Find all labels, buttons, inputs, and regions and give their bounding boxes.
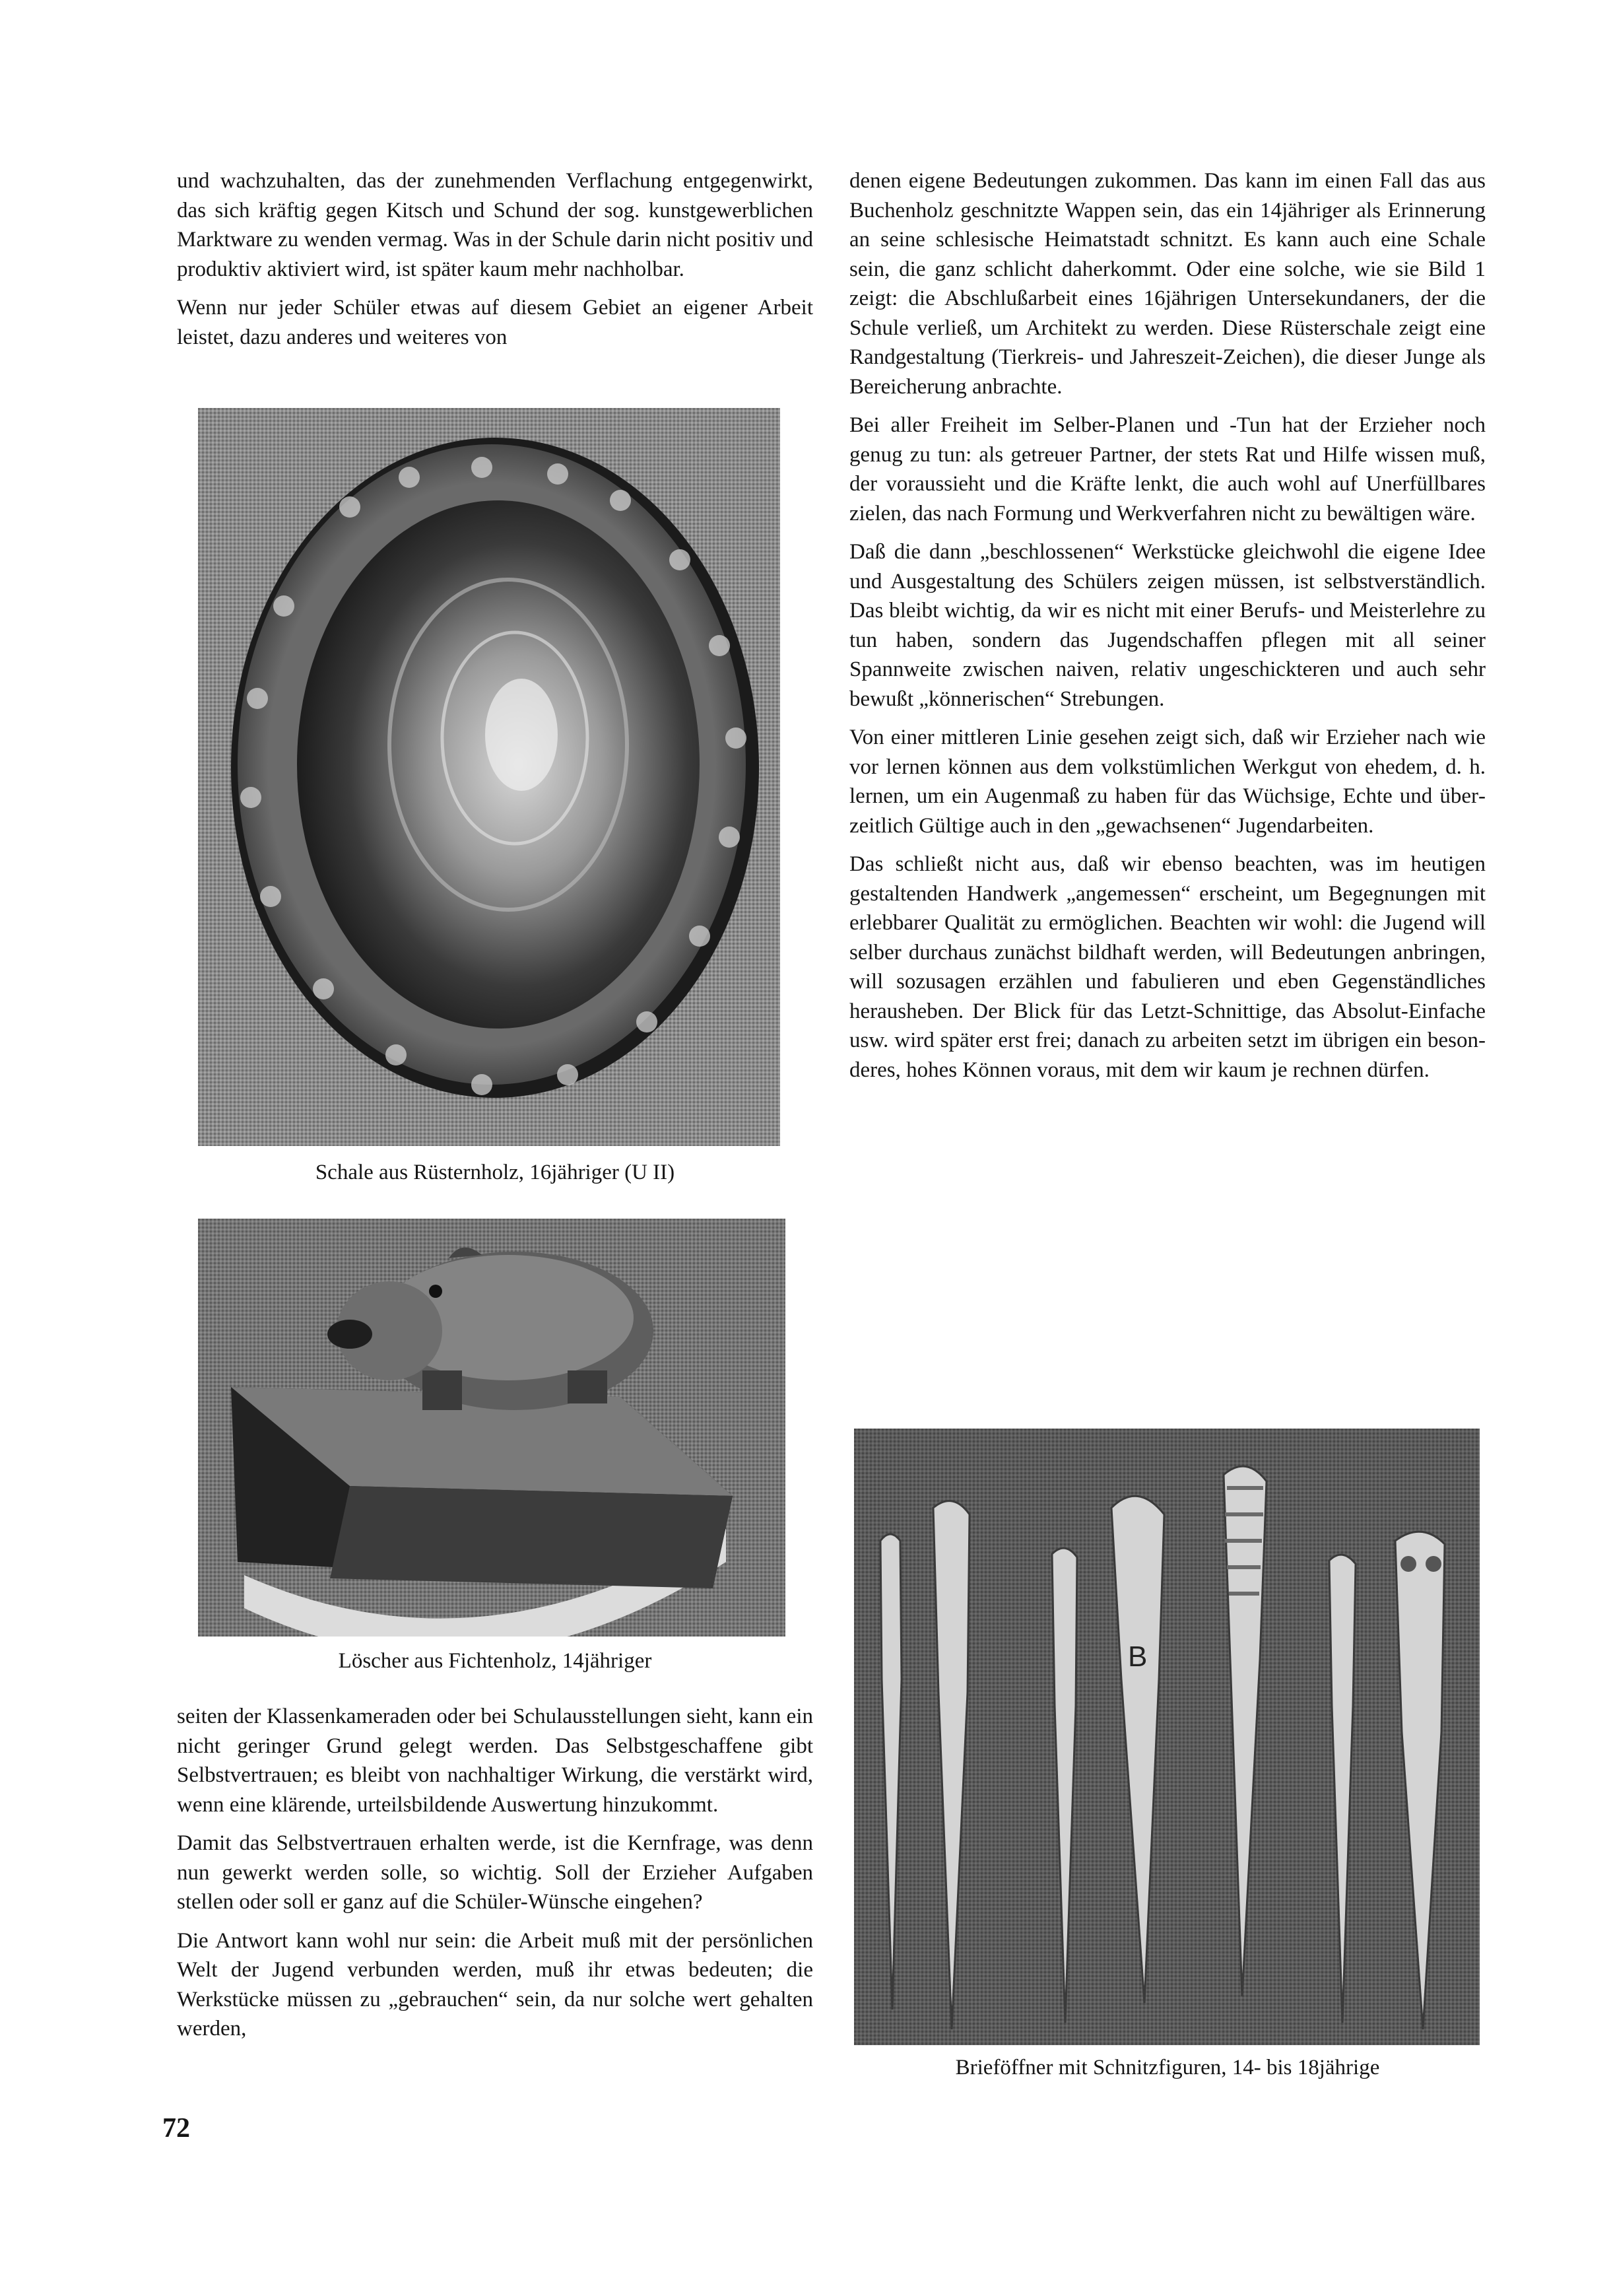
paragraph: Daß die dann „beschlossenen“ Werkstücke gleichwohl die eigene Idee und Ausgestaltung des Schülers zeigen müssen, ist selbstverständlich. Das bleibt wichtig, da wir es nicht mit einer Berufs- und Meisterlehre zu tun haben, sondern das Jugendschaffen pflegen mit all seiner Spannweite zwischen naiven, relativ ungeschickteren und auch sehr bewußt „könnerischen“ Strebungen. bbox=[849, 540, 1486, 711]
paragraph: Wenn nur jeder Schüler etwas auf diesem Gebiet an eigener Arbeit leistet, dazu anderes und weiteres von bbox=[177, 296, 813, 349]
blotter-photo bbox=[198, 1219, 785, 1637]
right-column bbox=[849, 166, 1486, 1094]
paragraph: Von einer mittleren Linie gesehen zeigt sich, daß wir Erzieher nach wie vor lernen können aus dem volkstümlichen Werkgut von ehedem, d. h. lernen, um ein Augenmaß zu haben für das Wüchsige, Echte und überzeitlich Gültige auch in den „gewachsenen“ Jugendarbeiten. bbox=[849, 726, 1486, 838]
letter-openers-photo bbox=[854, 1429, 1480, 2045]
paragraph: Bei aller Freiheit im Selber-Planen und -Tun hat der Erzieher noch genug zu tun: als getreuer Partner, der stets Rat und Hilfe wissen muß, der voraussieht und die Kräfte lenkt, die auch wohl auf Unerfüllbares zielen, das nach Formung und Werkverfahren nicht zu bewältigen wäre. bbox=[849, 413, 1486, 525]
opener-letter: B bbox=[1128, 1640, 1148, 1673]
left-column-top bbox=[177, 166, 813, 361]
blotter-image bbox=[198, 1219, 785, 1637]
paragraph: Damit das Selbstvertrauen erhalten werde, ist die Kernfrage, was denn nun gewerkt werden solle, so wichtig. Soll der Erzieher Aufgaben stellen oder soll er ganz auf die Schüler-Wünsche eingehen? bbox=[177, 1831, 813, 1914]
page-number: 72 bbox=[162, 2113, 190, 2144]
bowl-photo bbox=[198, 408, 780, 1146]
paragraph: Das schließt nicht aus, daß wir ebenso beachten, was im heutigen gestaltenden Handwerk „angemessen“ erscheint, um Begegnungen mit erlebbarer Qualität zu ermöglichen. Beachten wir wohl: die Jugend will selber durchaus zunächst bildhaft werden, will Bedeutungen anbringen, will sozusagen erzählen und fabulieren und eben Gegenständliches herausheben. Der Blick für das Letzt-Schnittige, das Absolut-Einfache usw. wird später erst frei; danach zu arbeiten setzt im übrigen ein besonderes, hohes Können voraus, mit dem wir kaum je rechnen dürfen. bbox=[849, 852, 1486, 1082]
paragraph: denen eigene Bedeutungen zukommen. Das kann im einen Fall das aus Buchenholz geschnitzte Wappen sein, das ein 14jähriger als Erinnerung an seine schlesische Heimatstadt schnitzt. Es kann auch eine Schale sein, die ganz schlicht daherkommt. Oder eine solche, wie sie Bild 1 zeigt: die Abschlußarbeit eines 16jährigen Untersekundaners, der die Schule verließ, um Architekt zu werden. Diese Rüsterschale zeigt eine Randgestaltung (Tierkreis- und Jahreszeit-Zeichen), die dieser Junge als Bereicherung anbrachte. bbox=[849, 169, 1486, 399]
paragraph: seiten der Klassenkameraden oder bei Schulausstellungen sieht, kann ein nicht geringer Grund gelegt werden. Das Selbstgeschaffene gibt Selbstvertrauen; es bleibt von nachhaltiger Wirkung, die verstärkt wird, wenn eine klärende, urteilsbildende Auswertung hinzukommt. bbox=[177, 1705, 813, 1817]
letter-openers-image bbox=[854, 1429, 1480, 2045]
openers-caption: Brieföffner mit Schnitzfiguren, 14- bis 18jährige bbox=[955, 2056, 1380, 2079]
paragraph: und wachzuhalten, das der zunehmenden Verflachung entgegenwirkt, das sich kräftig gegen Kitsch und Schund der sog. kunstgewerblichen Marktware zu wenden vermag. Was in der Schule darin nicht positiv und produktiv aktiviert wird, ist später kaum mehr nachholbar. bbox=[177, 169, 813, 281]
paragraph: Die Antwort kann wohl nur sein: die Arbeit muß mit der persönlichen Welt der Jugend verbunden werden, muß ihr etwas bedeuten; die Werkstücke müssen zu „gebrauchen“ sein, da nur solche wert gehalten werden, bbox=[177, 1928, 813, 2041]
bowl-image bbox=[198, 408, 780, 1146]
left-column-bottom bbox=[177, 1702, 813, 2053]
bowl-caption: Schale aus Rüsternholz, 16jähriger (U II) bbox=[315, 1161, 675, 1184]
blotter-caption: Löscher aus Fichtenholz, 14jähriger bbox=[338, 1649, 652, 1673]
